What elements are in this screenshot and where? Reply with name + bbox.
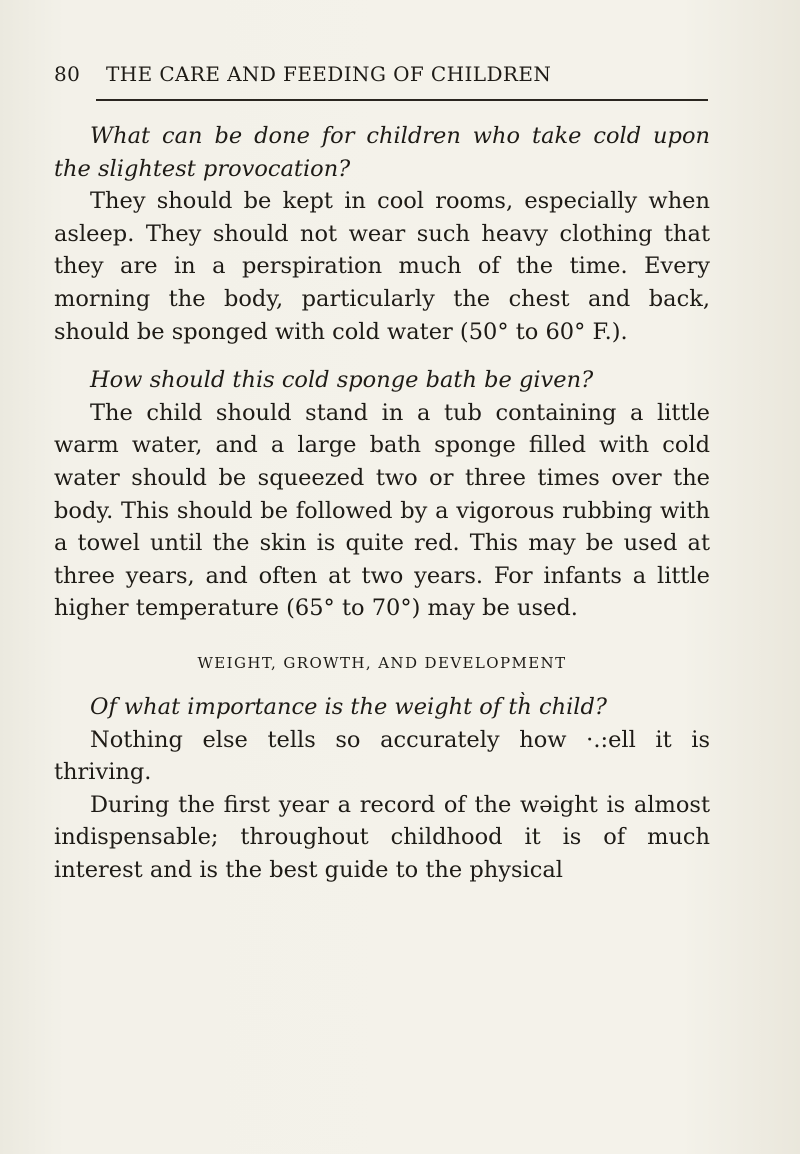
header-rule	[96, 99, 708, 101]
answer-sponge-bath: The child should stand in a tub containing a little warm water, and a large bath sponge filled with cold water should be squeezed two or three times over the body. This should be followed by a vigorous rubbing with a towel until the skin is quite red. This may be used at three years, and often at two years. For infants a little higher temperature (65° to 70°) may be used.	[54, 399, 710, 622]
running-header	[54, 62, 714, 86]
running-title: THE CARE AND FEEDING OF CHILDREN	[106, 62, 552, 86]
page-body	[54, 120, 710, 886]
page-number: 80	[54, 62, 81, 86]
question-cold: What can be done for children who take cold upon the slightest provocation?	[54, 123, 710, 182]
answer-cold: They should be kept in cool rooms, especially when asleep. They should not wear such heavy clothing that they are in a perspiration much of the time. Every morning the body, particularly the chest and back, should be sponged with cold water (50° to 60° F.).	[54, 188, 710, 345]
answer-weight-1: Nothing else tells so accurately how ·.:ell it is thriving.	[54, 726, 710, 786]
question-sponge-bath: How should this cold sponge bath be given?	[90, 367, 594, 394]
section-heading: WEIGHT, GROWTH, AND DEVELOPMENT	[197, 653, 567, 672]
paragraph-gap	[54, 348, 710, 364]
answer-weight-2: During the first year a record of the wəight is almost indispensable; throughout childhood it is of much interest and is the best guide to the physical	[54, 791, 710, 883]
question-weight: Of what importance is the weight of th̀ child?	[90, 693, 607, 720]
